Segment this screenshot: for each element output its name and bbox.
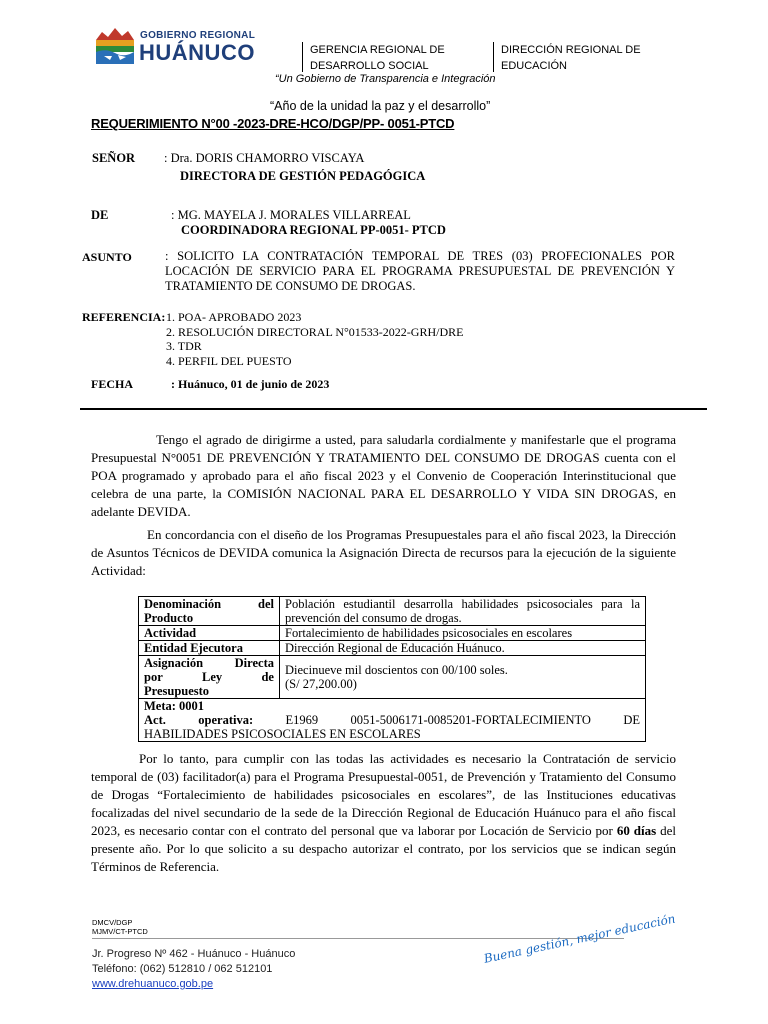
asunto-label: ASUNTO <box>82 250 132 264</box>
table-value: Población estudiantil desarrolla habilidades psicosociales para la prevención del consumo de drogas. <box>280 597 646 626</box>
label-word: Directa <box>234 656 274 670</box>
table-row <box>139 597 646 626</box>
referencia-item: 1. POA- APROBADO 2023 <box>166 310 302 324</box>
fecha-label: FECHA <box>91 377 133 391</box>
table-value <box>280 656 646 699</box>
website-link[interactable]: www.drehuanuco.gob.pe <box>92 978 214 990</box>
logo-emblem-icon <box>92 22 138 68</box>
government-motto: “Un Gobierno de Transparencia e Integración <box>275 73 496 85</box>
table-label: Actividad <box>139 626 280 641</box>
meta-label: Meta: 0001 <box>144 699 205 713</box>
header-divider <box>302 42 303 72</box>
table-label: Entidad Ejecutora <box>139 641 280 656</box>
office-1-line-2: DESARROLLO SOCIAL <box>310 60 429 72</box>
slogan: Buena gestión, mejor educación <box>482 911 677 966</box>
referencia-item: 3. TDR <box>166 339 202 353</box>
act-number: 0051-5006171-0085201-FORTALECIMIENTO <box>350 713 591 727</box>
table-row <box>139 699 646 742</box>
table-value: Dirección Regional de Educación Huánuco. <box>280 641 646 656</box>
logo-text-big: HUÁNUCO <box>139 40 255 65</box>
act-code: E1969 <box>285 713 319 727</box>
initials <box>92 918 148 936</box>
label-word: Producto <box>144 611 194 625</box>
label-word: por <box>144 670 163 684</box>
de-label: DE <box>91 208 109 222</box>
office-gerencia <box>310 42 445 74</box>
referencia-label: REFERENCIA: <box>82 310 166 324</box>
paragraph-3-text: Por lo tanto, para cumplir con las todas las actividades es necesario la Contratación de servicio temporal de (03) facilitador(a) para el Programa Presupuestal-0051, de Prevención y Tratamiento del Consumo de Drogas “Fortalecimiento de habilidades psicosociales en escolares”, de las Instituciones educativas focalizadas del nivel secundario de la sede de la Dirección Regional de Educación Huánuco para el año fiscal 2023, es necesario contar con el contrato del personal que va laborar por Locación de Servicio por <box>91 751 676 838</box>
label-word: del <box>258 597 274 611</box>
office-2-line-1: DIRECCIÓN REGIONAL DE <box>501 44 641 56</box>
act-line <box>144 713 640 727</box>
act-word: DE <box>623 713 640 727</box>
paragraph-3-bold: 60 días <box>616 823 657 838</box>
senor-label: SEÑOR <box>92 151 136 165</box>
separator-line <box>80 408 707 410</box>
referencia-item: 2. RESOLUCIÓN DIRECTORAL N°01533-2022-GRH/DRE <box>166 324 464 339</box>
label-word: Ley <box>202 670 223 684</box>
de-title: COORDINADORA REGIONAL PP-0051- PTCD <box>181 223 446 237</box>
logo-text-small: GOBIERNO REGIONAL <box>140 30 256 41</box>
referencia-list <box>166 310 463 368</box>
senor-title: DIRECTORA DE GESTIÓN PEDAGÓGICA <box>180 169 426 183</box>
label-word: Denominación <box>144 597 222 611</box>
initials-line: MJMV/CT-PTCD <box>92 927 148 936</box>
fecha-value: : Huánuco, 01 de junio de 2023 <box>171 377 330 391</box>
act-word: Act. <box>144 713 166 727</box>
address-line: Jr. Progreso Nº 462 - Huánuco - Huánuco <box>92 948 296 960</box>
label-word: Presupuesto <box>144 684 210 698</box>
paragraph-3 <box>91 750 676 876</box>
activity-table <box>138 596 646 742</box>
act-word: operativa: <box>198 713 254 727</box>
meta-cell <box>139 699 646 742</box>
office-2-line-2: EDUCACIÓN <box>501 60 568 72</box>
asunto-value: : SOLICITO LA CONTRATACIÓN TEMPORAL DE TRES (03) PROFECIONALES POR LOCACIÓN DE SERVICIO PARA EL PROGRAMA PRESUPUESTAL DE PREVENCIÓN Y TRATAMIENTO DE CONSUMO DE DROGAS. <box>165 249 675 293</box>
office-direccion <box>501 42 641 74</box>
year-motto: “Año de la unidad la paz y el desarrollo” <box>270 99 491 113</box>
senor-value: : Dra. DORIS CHAMORRO VISCAYA <box>164 151 365 165</box>
paragraph-2: En concordancia con el diseño de los Programas Presupuestales para el año fiscal 2023, la Dirección de Asuntos Técnicos de DEVIDA comunica la Asignación Directa de recursos para la ejecución de la siguiente Actividad: <box>91 527 676 578</box>
amount-text: Diecinueve mil doscientos con 00/100 soles. <box>285 663 508 677</box>
table-label <box>139 656 280 699</box>
paragraph-3-end: del presente año. Por lo que solicito a su despacho autorizar el contrato, por los servicios que se indican según Términos de Referencia. <box>91 823 676 874</box>
initials-line: DMCV/DGP <box>92 918 133 927</box>
amount-number: (S/ 27,200.00) <box>285 677 357 691</box>
footer-address <box>92 947 295 992</box>
label-word: de <box>261 670 274 684</box>
table-row <box>139 626 646 641</box>
office-1-line-1: GERENCIA REGIONAL DE <box>310 44 445 56</box>
table-value: Fortalecimiento de habilidades psicosociales en escolares <box>280 626 646 641</box>
act-end: HABILIDADES PSICOSOCIALES EN ESCOLARES <box>144 727 421 741</box>
label-word: Asignación <box>144 656 204 670</box>
table-label <box>139 597 280 626</box>
table-row <box>139 656 646 699</box>
header-divider <box>493 42 494 72</box>
table-row <box>139 641 646 656</box>
de-value: : MG. MAYELA J. MORALES VILLARREAL <box>171 208 411 222</box>
phone-line: Teléfono: (062) 512810 / 062 512101 <box>92 963 273 975</box>
paragraph-1: Tengo el agrado de dirigirme a usted, para saludarla cordialmente y manifestarle que el programa Presupuestal N°0051 DE PREVENCIÓN Y TRATAMIENTO DEL CONSUMO DE DROGAS cuenta con el POA programado y aprobado para el año fiscal 2023 y el Convenio de Cooperación Interinstitucional que celebra de una parte, la COMISIÓN NACIONAL PARA EL DESARROLLO Y VIDA SIN DROGAS, en adelante DEVIDA. <box>91 432 676 519</box>
referencia-item: 4. PERFIL DEL PUESTO <box>166 353 292 368</box>
requirement-number: REQUERIMIENTO N°00 -2023-DRE-HCO/DGP/PP- 0051-PTCD <box>91 116 455 131</box>
